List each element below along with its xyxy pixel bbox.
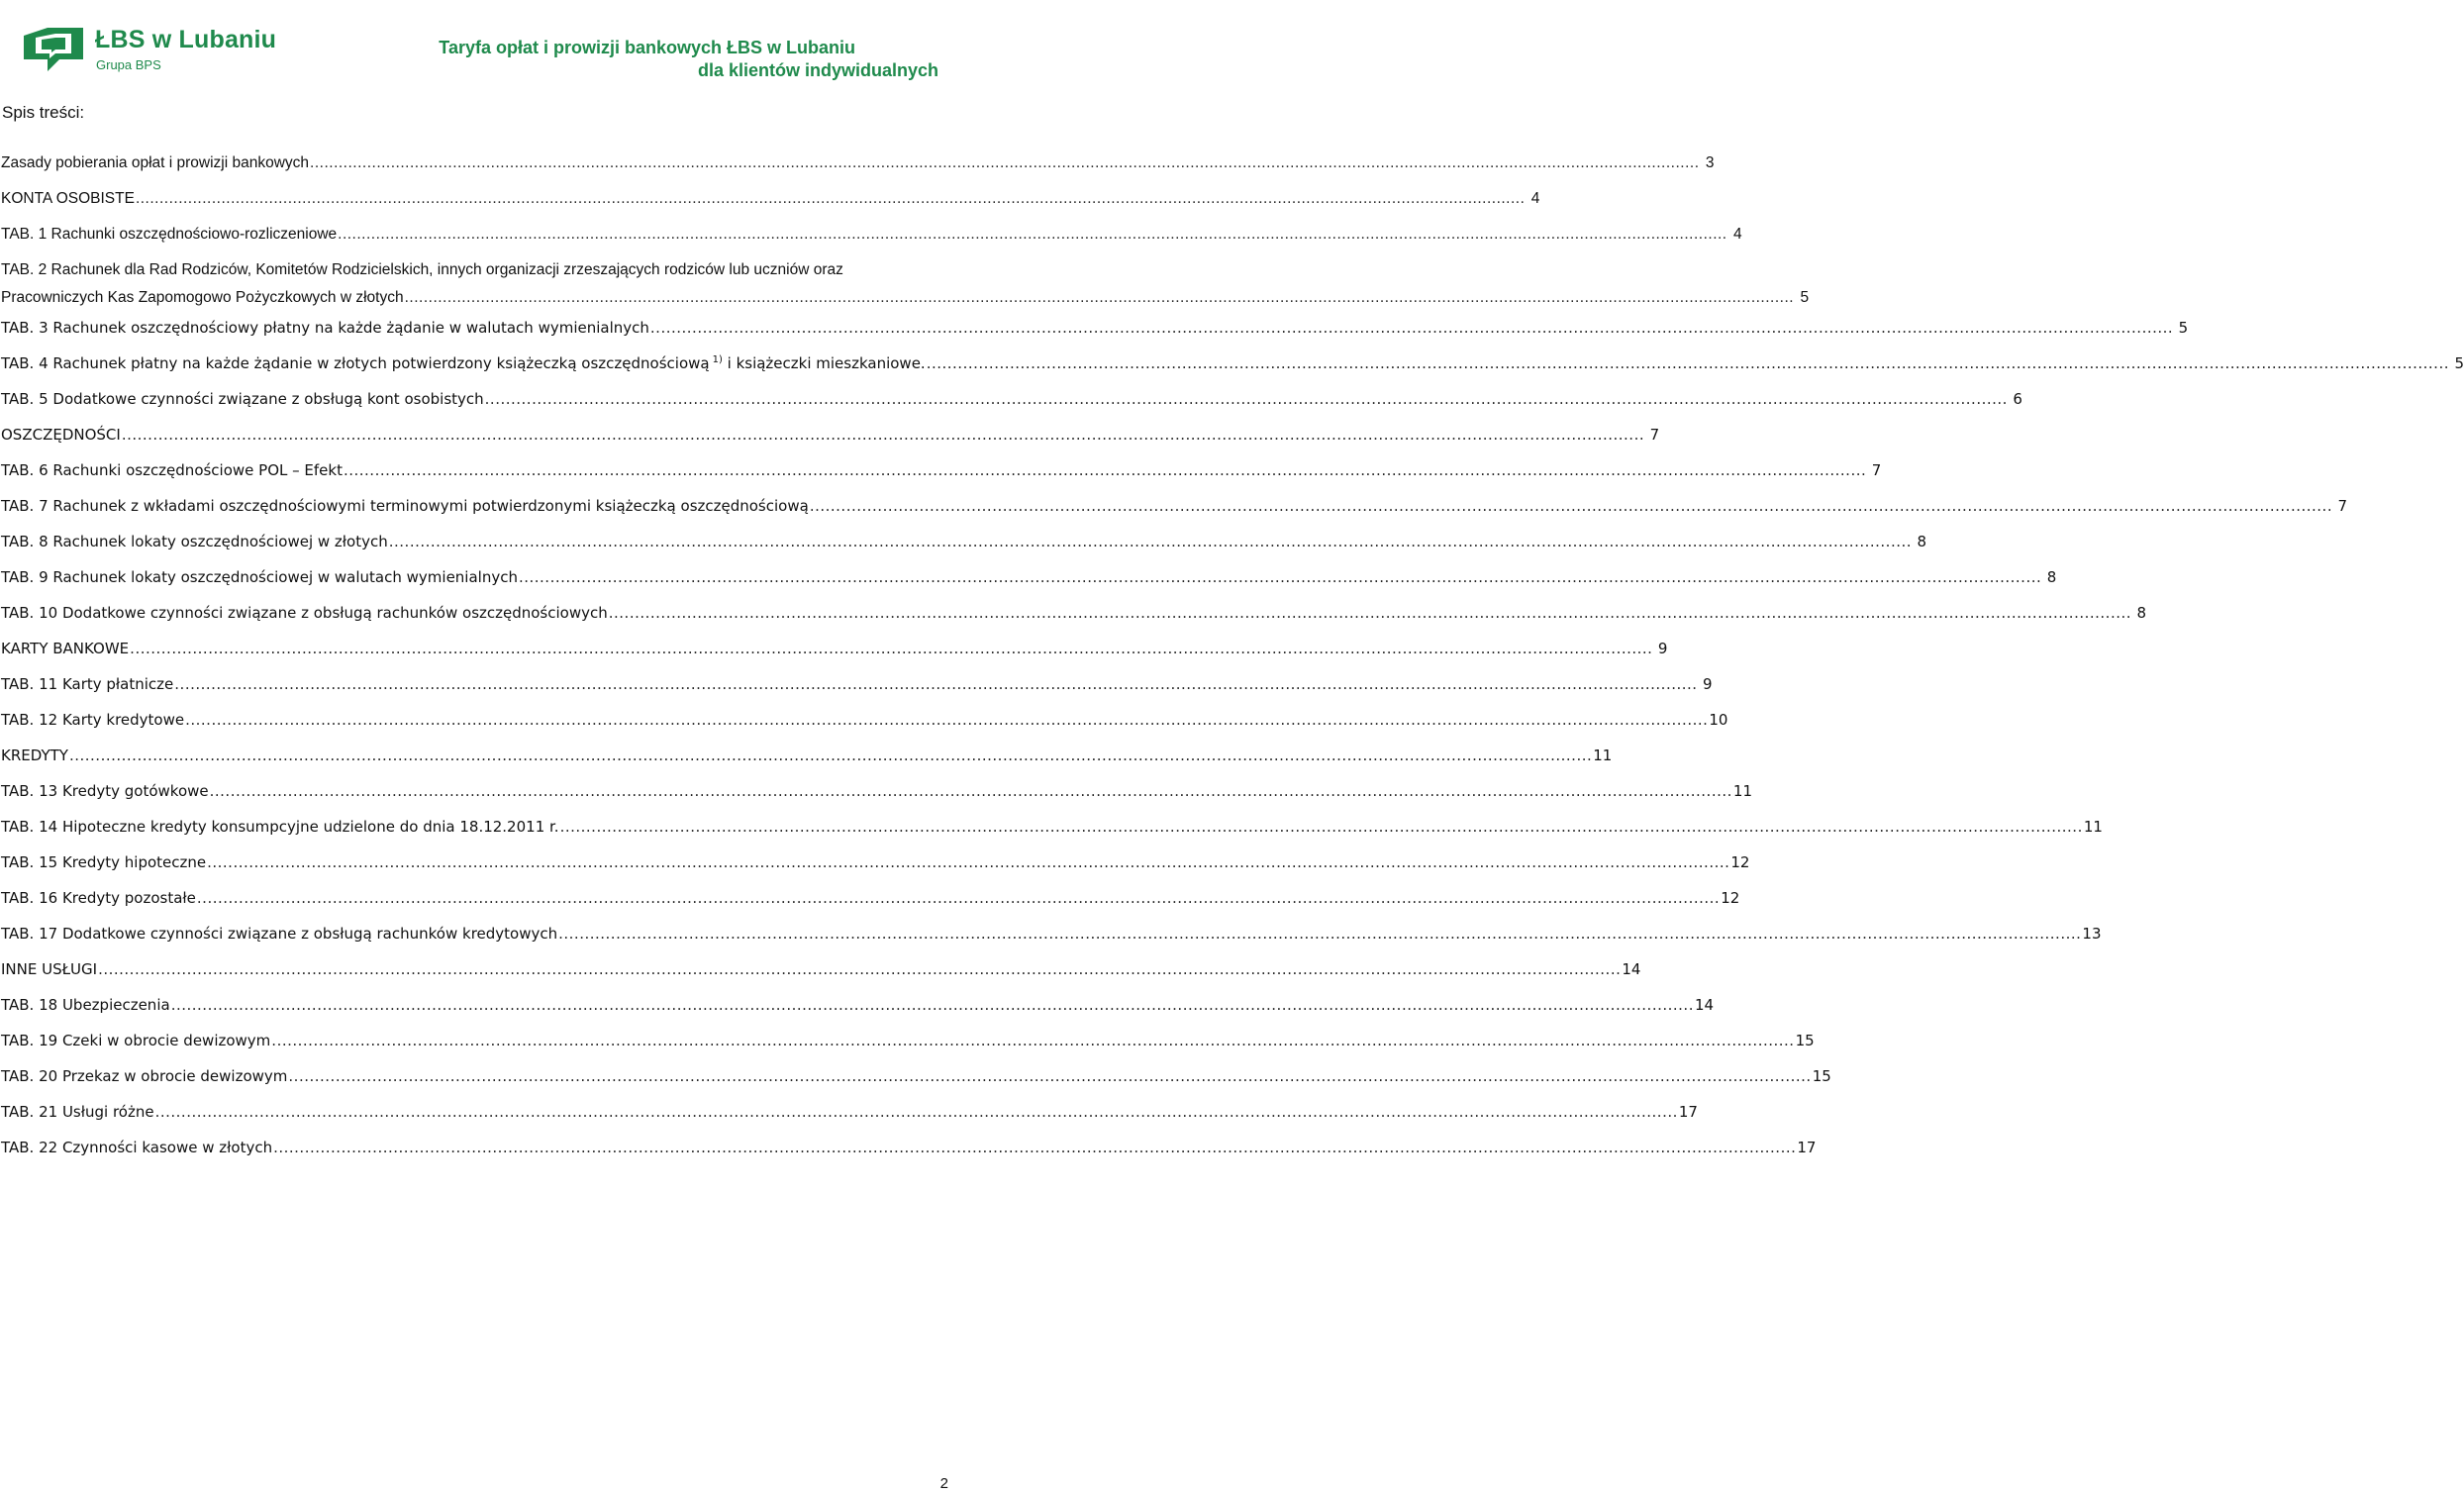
- toc-entry-page: 5: [2454, 354, 2464, 372]
- toc-entry-label: KREDYTY: [1, 747, 68, 764]
- document-subtitle: dla klientów indywidualnych: [697, 60, 938, 80]
- toc-entry[interactable]: [0, 742, 1613, 777]
- toc-entry[interactable]: [0, 955, 1641, 991]
- toc-entry[interactable]: [0, 991, 1715, 1027]
- toc-entry[interactable]: [0, 314, 2189, 349]
- toc-entry-label: TAB. 10 Dodatkowe czynności związane z obsługą rachunków oszczędnościowych: [1, 604, 608, 622]
- toc-leader-dots: [560, 813, 2083, 841]
- toc-entry-page: 12: [1730, 853, 1750, 871]
- toc-entry-page: 5: [2178, 319, 2189, 337]
- toc-entry-page: 11: [1593, 747, 1613, 764]
- toc-entry-label-cont: i książeczki mieszkaniowe.: [722, 354, 926, 372]
- toc-entry[interactable]: [0, 563, 2057, 599]
- toc-entry[interactable]: [0, 385, 2022, 421]
- toc-leader-dots: [69, 742, 1592, 769]
- toc-entry-page: 7: [2337, 497, 2348, 515]
- page-header: [0, 0, 950, 89]
- toc-entry-label: TAB. 18 Ubezpieczenia: [1, 996, 170, 1014]
- toc-entry-page: 13: [2082, 925, 2102, 943]
- toc-leader-dots: [927, 349, 2449, 377]
- toc-leader-dots: [389, 528, 1912, 555]
- toc-leader-dots: [273, 1134, 1796, 1161]
- toc-entry-label: TAB. 21 Usługi różne: [1, 1103, 154, 1121]
- toc-entry[interactable]: [0, 1098, 1698, 1134]
- toc-entry-label: TAB. 8 Rachunek lokaty oszczędnościowej w złotych: [1, 533, 388, 550]
- toc-entry[interactable]: [0, 349, 2464, 385]
- toc-entry[interactable]: [0, 256, 1810, 314]
- toc-entry-page: 9: [1703, 675, 1713, 693]
- toc-entry[interactable]: [0, 777, 1752, 813]
- toc-entry-label: KARTY BANKOWE: [1, 640, 130, 657]
- toc-entry-label: KONTA OSOBISTE: [1, 190, 135, 207]
- toc-entry-label: TAB. 20 Przekaz w obrocie dewizowym: [1, 1067, 288, 1085]
- toc-entry-label: TAB. 2 Rachunek dla Rad Rodziców, Komitetów Rodzicielskich, innych organizacji zrzeszających rodziców lub uczniów oraz: [1, 261, 843, 278]
- toc-entry[interactable]: [0, 599, 2147, 635]
- table-of-contents: [0, 149, 2464, 1169]
- toc-leader-dots: [344, 456, 1866, 484]
- toc-entry-page: 11: [1732, 782, 1752, 800]
- toc-entry-label: TAB. 9 Rachunek lokaty oszczędnościowej w walutach wymienialnych: [1, 568, 518, 586]
- logo-name: ŁBS w Lubaniu: [95, 26, 277, 53]
- page-number: 2: [939, 1475, 948, 1492]
- toc-entry-page: 15: [1795, 1032, 1815, 1049]
- toc-entry-page: 5: [1800, 289, 1810, 306]
- toc-entry-label: TAB. 5 Dodatkowe czynności związane z obsługą kont osobistych: [1, 390, 484, 408]
- toc-entry-page: 11: [2083, 818, 2103, 836]
- logo-group: Grupa BPS: [96, 57, 161, 72]
- toc-entry-label: TAB. 6 Rachunki oszczędnościowe POL – Efekt: [1, 461, 343, 479]
- toc-entry-label: TAB. 4 Rachunek płatny na każde żądanie w złotych potwierdzony książeczką oszczędnościową: [1, 354, 710, 372]
- toc-entry-page: 9: [1657, 640, 1668, 657]
- toc-entry-page: 12: [1721, 889, 1740, 907]
- bank-logo-icon: [22, 26, 85, 73]
- toc-entry-page: 4: [1732, 226, 1742, 243]
- toc-entry[interactable]: [0, 492, 2348, 528]
- toc-entry-label: TAB. 11 Karty płatnicze: [1, 675, 174, 693]
- toc-entry-label: TAB. 16 Kredyty pozostałe: [1, 889, 196, 907]
- toc-entry-label: TAB. 13 Kredyty gotówkowe: [1, 782, 209, 800]
- toc-entry-label: TAB. 1 Rachunki oszczędnościowo-rozliczeniowe: [1, 226, 338, 243]
- toc-leader-dots: [207, 848, 1729, 876]
- toc-leader-dots: [609, 599, 2131, 627]
- toc-entry-label: OSZCZĘDNOŚCI: [1, 426, 121, 444]
- toc-entry-label-cont: Pracowniczych Kas Zapomogowo Pożyczkowych w złotych: [1, 289, 404, 306]
- toc-entry-page: 3: [1705, 154, 1715, 171]
- toc-entry-page: 15: [1812, 1067, 1831, 1085]
- toc-entry[interactable]: [0, 813, 2103, 848]
- toc-entry-label: TAB. 3 Rachunek oszczędnościowy płatny na każde żądanie w walutach wymienialnych: [1, 319, 649, 337]
- footnote-marker: 1): [712, 354, 723, 365]
- toc-entry[interactable]: [0, 528, 1927, 563]
- toc-leader-dots: [288, 1062, 1811, 1090]
- toc-entry[interactable]: [0, 456, 1882, 492]
- toc-entry-page: 10: [1709, 711, 1728, 729]
- toc-entry-page: 17: [1797, 1139, 1817, 1156]
- toc-entry-page: 7: [1871, 461, 1882, 479]
- toc-entry[interactable]: [0, 848, 1750, 884]
- toc-leader-dots: [810, 492, 2332, 520]
- toc-leader-dots: [185, 706, 1708, 734]
- toc-leader-dots: [558, 920, 2081, 947]
- toc-entry-label: INNE USŁUGI: [1, 960, 98, 978]
- toc-entry-label: TAB. 15 Kredyty hipoteczne: [1, 853, 207, 871]
- toc-leader-dots: [485, 385, 2008, 413]
- toc-leader-dots: [122, 421, 1644, 448]
- toc-leader-dots: [174, 670, 1697, 698]
- toc-entry[interactable]: [0, 1027, 1815, 1062]
- toc-entry-label: TAB. 19 Czeki w obrocie dewizowym: [1, 1032, 271, 1049]
- toc-entry[interactable]: [0, 421, 1660, 456]
- toc-entry[interactable]: [0, 884, 1740, 920]
- toc-entry[interactable]: [0, 185, 1540, 221]
- toc-leader-dots: [271, 1027, 1794, 1054]
- toc-entry-page: 6: [2013, 390, 2022, 408]
- toc-leader-dots: [405, 284, 1794, 312]
- toc-entry-label: TAB. 17 Dodatkowe czynności związane z obsługą rachunków kredytowych: [1, 925, 558, 943]
- toc-leader-dots: [98, 955, 1621, 983]
- toc-leader-dots: [197, 884, 1720, 912]
- toc-entry[interactable]: [0, 149, 1715, 185]
- toc-entry-label: TAB. 7 Rachunek z wkładami oszczędnościowymi terminowymi potwierdzonymi książeczką oszczędnościową: [1, 497, 809, 515]
- toc-leader-dots: [210, 777, 1732, 805]
- toc-entry-page: 8: [1917, 533, 1927, 550]
- bank-logo: [22, 26, 299, 75]
- toc-leader-dots: [136, 185, 1525, 213]
- toc-entry[interactable]: [0, 920, 2102, 955]
- toc-entry[interactable]: [0, 670, 1713, 706]
- toc-entry[interactable]: [0, 706, 1728, 742]
- toc-entry-page: 14: [1694, 996, 1715, 1014]
- toc-entry[interactable]: [0, 1134, 1817, 1169]
- toc-entry[interactable]: [0, 221, 1742, 256]
- toc-leader-dots: [519, 563, 2041, 591]
- toc-leader-dots: [338, 221, 1726, 249]
- toc-entry-label: TAB. 14 Hipoteczne kredyty konsumpcyjne udzielone do dnia 18.12.2011 r.: [1, 818, 559, 836]
- toc-leader-dots: [155, 1098, 1678, 1126]
- toc-entry-page: 8: [2046, 568, 2057, 586]
- toc-entry-label: TAB. 12 Karty kredytowe: [1, 711, 185, 729]
- toc-leader-dots: [650, 314, 2173, 342]
- document-title: Taryfa opłat i prowizji bankowych ŁBS w Lubaniu: [439, 38, 855, 57]
- toc-leader-dots: [171, 991, 1694, 1019]
- toc-leader-dots: [130, 635, 1652, 662]
- toc-entry-page: 8: [2136, 604, 2147, 622]
- toc-entry-label: TAB. 22 Czynności kasowe w złotych: [1, 1139, 273, 1156]
- toc-entry-page: 17: [1678, 1103, 1698, 1121]
- toc-entry-label: Zasady pobierania opłat i prowizji bankowych: [1, 154, 310, 171]
- toc-entry-page: 4: [1530, 190, 1540, 207]
- toc-leader-dots: [310, 149, 1699, 177]
- toc-entry[interactable]: [0, 635, 1668, 670]
- toc-entry[interactable]: [0, 1062, 1831, 1098]
- toc-heading: Spis treści:: [2, 103, 85, 122]
- toc-entry-page: 14: [1622, 960, 1641, 978]
- toc-entry-page: 7: [1649, 426, 1660, 444]
